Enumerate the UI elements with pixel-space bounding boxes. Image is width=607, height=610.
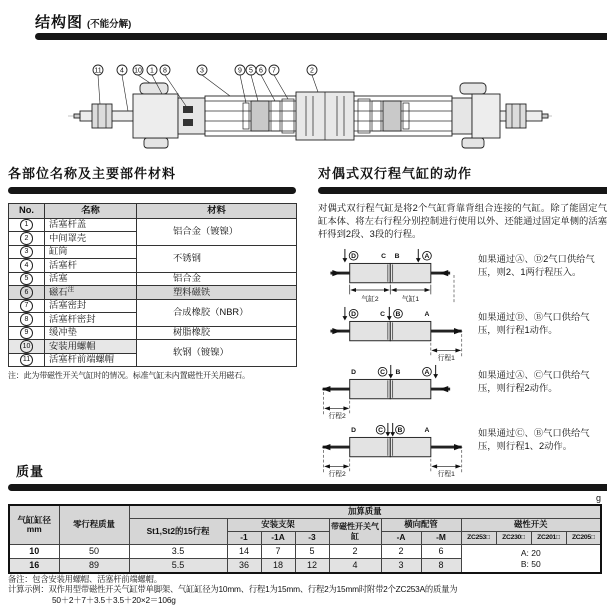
rod-tip-left [74,114,80,118]
action-diagram-2 [318,306,478,362]
footnote-line: 计算示例：双作用型带磁性开关气缸带单脚架、气缸缸径为10mm、行程1为15mm、行程2为15mm时附带2个ZC253A的质量为 [8,584,458,595]
port-D: D [351,427,357,435]
svg-text:A: A [424,369,430,377]
port-B [396,425,405,434]
port-A: A [424,427,430,435]
dim-label: 行程2 [328,471,346,478]
dim-label: 行程1 [437,471,455,478]
motion-arrow-out-right [454,328,463,334]
port-B: B [394,253,400,261]
col-header-name: 名称 [45,204,137,219]
callout-3 [197,65,230,96]
dim-label: 气缸2 [361,296,379,304]
port-C [378,367,387,376]
supply-arrow [416,249,421,263]
col-header-piping: 横向配管 [381,519,461,532]
callout-2 [307,65,318,92]
action-title: 对偶式双行程气缸的动作 [318,166,473,181]
mass-row-10: 10 50 3.5 14 7 5 2 2 6 A: 20 B: 50 [9,545,601,559]
rod-cover-right [452,83,500,148]
col-header-added-mass: 加算质量 [129,505,601,519]
col-header-pm: -M [421,532,461,545]
switch-mass-cell: A: 20 B: 50 [461,545,601,574]
col-header-switch: 磁性开关 [461,519,601,532]
cylinder-tube-right [352,96,452,136]
supply-arrow [390,423,395,437]
col-header-b1a: -1A [261,532,295,545]
materials-title: 各部位名称及主要部件材料 [8,166,177,181]
callout-7 [269,65,288,99]
dim-label: 气缸1 [401,296,420,304]
page-title-row [35,11,131,32]
col-header-bracket: 安装支架 [227,519,329,532]
svg-text:1: 1 [150,67,154,75]
svg-text:C: C [380,369,385,377]
motion-arrow-out-left [322,444,331,450]
svg-text:4: 4 [120,67,124,75]
motion-arrow-in-left [332,270,341,276]
svg-text:D: D [351,311,357,319]
svg-text:B: B [395,311,401,319]
svg-text:7: 7 [272,67,276,75]
table-row: 2 中间罩壳 [9,232,297,246]
structure-diagram [0,56,607,158]
svg-text:D: D [351,253,357,261]
mass-title: 质量 [16,464,45,479]
action-desc: 如果通过Ⓐ、Ⓓ2气口供给气压，则2、1两行程压入。 [478,254,595,277]
svg-text:9: 9 [238,67,242,75]
action-divider-bar [318,187,607,194]
mass-table [8,504,602,574]
middle-cover [296,92,354,140]
footnote-line: 备注：包含安装用螺帽、活塞杆前端螺帽。 [8,574,162,584]
col-header-zc230: ZC230□ [496,532,531,545]
port-A: A [424,311,430,319]
table-row: 9 缓冲垫 树脂橡胶 [9,326,297,340]
svg-text:6: 6 [259,67,263,75]
action-desc: 如果通过Ⓒ、Ⓑ气口供给气压，则行程1、2动作。 [478,428,590,451]
port-C: C [381,253,386,261]
materials-table [8,203,297,367]
action-row-1 [318,248,607,304]
svg-text:8: 8 [163,67,167,75]
action-diagram-3 [318,364,478,420]
col-header-bore: 气缸缸径 mm [9,505,59,545]
port-C: C [380,311,385,319]
mass-divider-bar [8,484,607,491]
col-header-zc205: ZC205□ [566,532,601,545]
supply-arrow [387,307,392,321]
callout-4 [117,65,128,111]
action-row-2 [318,306,607,362]
motion-arrow-in-left [332,328,341,334]
col-header-zc201: ZC201□ [531,532,566,545]
dim-label: 行程1 [437,355,455,362]
dim-label: 行程2 [328,413,346,420]
table-row: 7 活塞密封 合成橡胶（NBR） [9,299,297,313]
table-row: 8 活塞杆密封 [9,313,297,327]
action-intro: 对偶式双行程气缸是将2个气缸背靠背组合连接的气缸。除了能固定气缸本体、将左右行程分别控制进行使用以外、还能通过固定单侧的活塞杆得到2段、3段的行程。 [318,203,607,239]
svg-text:A: A [424,253,430,261]
materials-section [8,163,296,381]
supply-arrow [388,365,393,379]
motion-arrow-out-right [454,444,463,450]
port-B [394,309,403,318]
svg-text:3: 3 [200,67,204,75]
page-title-note: (不能分解) [87,19,132,30]
rod-end-nut-left [92,104,112,128]
port-C [376,425,385,434]
action-diagram-1 [318,248,478,304]
title-divider-bar [35,33,607,40]
mass-unit: g [595,493,601,503]
port-A [423,251,432,260]
port-B: B [395,369,401,377]
col-header-b1: -1 [227,532,261,545]
rod-end-nut-right [506,104,526,128]
action-section [318,163,607,478]
page-title: 结构图 [35,14,84,31]
supply-arrow [433,365,438,379]
motion-arrow-out-left [322,386,331,392]
supply-arrow [342,307,347,321]
svg-text:C: C [378,427,384,435]
col-header-st15: St1,St2的15行程 [129,519,227,545]
port-D [349,309,358,318]
col-header-pa: -A [381,532,421,545]
table-row: 3 缸筒 不锈钢 [9,245,297,259]
svg-text:2: 2 [310,67,314,75]
action-row-3 [318,364,607,420]
table-row: 4 活塞杆 [9,259,297,273]
action-desc: 如果通过Ⓐ、Ⓒ气口供给气压，则行程2动作。 [478,370,590,393]
col-header-material: 材料 [137,204,297,219]
table-row: 5 活塞 铝合金 [9,272,297,286]
col-header-with-switch: 带磁性开关气缸 [329,519,381,545]
callout-11 [93,65,103,104]
col-header-no: No. [9,204,45,219]
col-header-zc253: ZC253□ [461,532,496,545]
col-header-zero-stroke: 零行程质量 [59,505,129,545]
action-row-4 [318,422,607,478]
table-row: 11 活塞杆前端螺帽 [9,353,297,367]
port-A [423,367,432,376]
supply-arrow [385,423,390,437]
port-D [349,251,358,260]
materials-note: 注：此为带磁性开关气缸时的情况。标准气缸未内置磁性开关用磁石。 [8,371,250,380]
svg-text:B: B [397,427,403,435]
motion-arrow-in-right [440,270,449,276]
mass-header-row-1 [9,505,601,519]
footnote-line: 50＋2＋7＋3.5＋3.5＋20×2＝106g [52,594,176,605]
action-diagram-4 [318,422,478,478]
supply-arrow [342,249,347,263]
mass-row-16: 16 89 5.5 36 18 12 4 3 8 [9,559,601,574]
rod-tip-right [542,114,548,118]
svg-text:11: 11 [94,67,102,75]
svg-text:5: 5 [249,67,253,75]
svg-text:10: 10 [134,67,142,75]
materials-header-row [9,204,297,219]
motion-arrow-in-right [440,386,449,392]
mass-footnotes [8,574,457,605]
rod-cover-left [133,83,205,148]
action-desc: 如果通过Ⓓ、Ⓑ气口供给气压，则行程1动作。 [478,312,590,335]
materials-divider-bar [8,187,296,194]
col-header-b3: -3 [295,532,329,545]
port-D: D [351,369,357,377]
table-row-magnet: 6 磁石$^注$ 塑料磁铁 [9,286,297,300]
table-row: 10 安装用螺帽 软钢（镀镍） [9,340,297,354]
table-row: 1 活塞杆盖 铝合金（镀镍） [9,218,297,232]
